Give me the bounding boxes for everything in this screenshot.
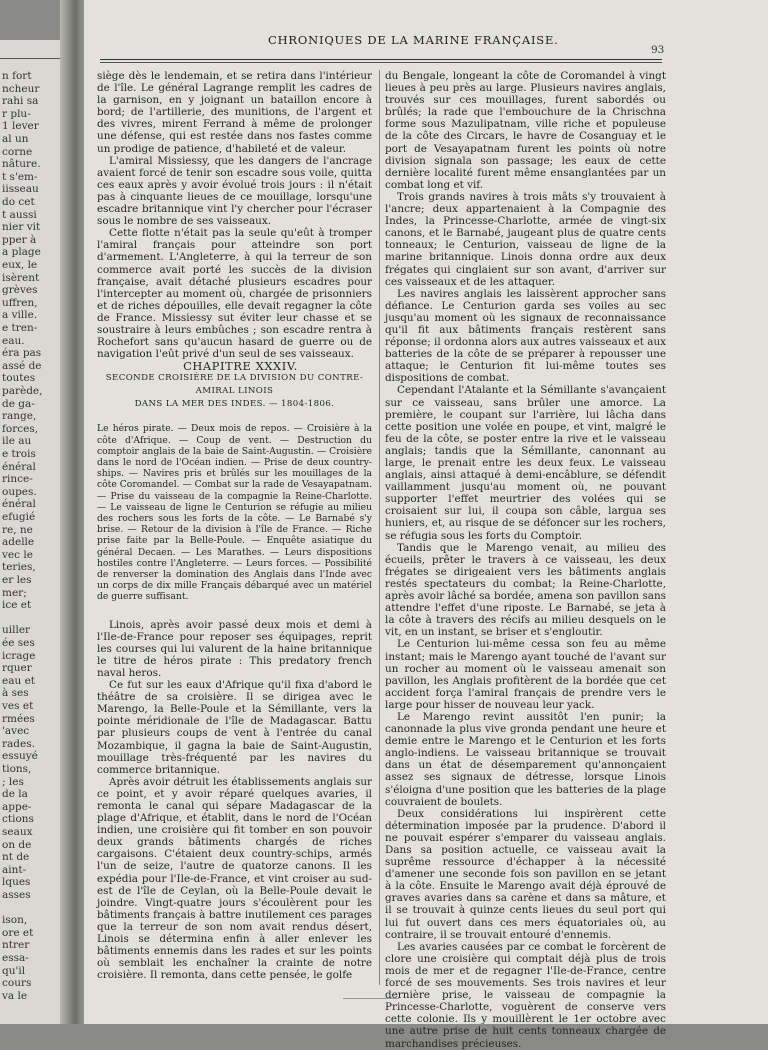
facing-page-line: oupes. — [2, 485, 37, 498]
chapter-title: CHAPITRE XXXIV. — [183, 359, 298, 374]
paragraph: Linois, après avoir passé deux mois et demi à l'Ile-de-France pour reposer ses équipages, reprit les courses qui lui valurent de la haine britannique le titre de héros pirate : This predatory french naval heros. — [97, 618, 372, 679]
chapter-summary: Le héros pirate. — Deux mois de repos. — Croisière à la côte d'Afrique. — Coup de vent. — Destruction du comptoir anglais de la baie de Saint-Augustin. — Croisière dans le nord de l'Océan indien. — Prise de deux country-ships. — Navires pris et brûlés sur les mouillages de la côte Coromandel. — Combat sur la rade de Vesayapatnam. — Prise du vaisseau de la compagnie la Reine-Charlotte. — Le vaisseau de ligne le Centurion se réfugie au milieu des rochers sous les forts de la côte. — Le Barnabé s'y brise. — Retour de la division à l'île de France. — Riche prise faite par la Belle-Poule. — Enquête asiatique du général Decaen. — Les Marathes. — Leurs dispositions hostiles contre l'Angleterre. — Leurs forces. — Possibilité de renverser la domination des Anglais dans l'Inde avec un corps de dix mille Français débarqué avec un matériel de guerre suffisant. — [97, 423, 372, 603]
facing-page-line: vec le — [2, 548, 33, 561]
facing-page-line: ctions — [2, 813, 34, 826]
facing-page-line: tions, — [2, 763, 32, 775]
facing-page-line: rince- — [2, 473, 33, 486]
facing-page-line: t aussi — [2, 208, 37, 221]
facing-page-line: icrage — [2, 649, 36, 662]
footer-rule — [343, 998, 399, 999]
paragraph: Tandis que le Marengo venait, au milieu des écueils, prêter le travers à ce vaisseau, les deux frégates se dirigeaient vers les bâtiments anglais restés spectateurs du combat; la Reine-Charlotte, après avoir lâché sa bordée, amena son pavillon sans attendre l'effet d'une riposte. Le Barnabé, se jeta à la côte à travers des récifs au milieu desquels on le vit, en un instant, se briser et s'engloutir. — [385, 541, 666, 639]
header-rule-thick — [100, 59, 662, 60]
facing-page-line: ncheur — [2, 82, 40, 95]
facing-page-line: range, — [2, 410, 37, 423]
paragraph: Cette flotte n'était pas la seule qu'eût à tromper l'amiral français pour atteindre son port d'armement. L'Angleterre, à qui la terreur de son commerce avait porté les succès de la division française, avait détaché plusieurs escadres pour l'intercepter au moment où, chargée de prisonniers et de riches dépouilles, elle devait regagner la côte de France. Missiessy sut éviter leur chasse et se soustraire à leurs embûches ; son escadre rentra à Rochefort sans qu'aucun hasard de guerre ou de navigation l'eût privé d'un seul de ses vaisseaux. — [97, 227, 372, 361]
paragraph: Trois grands navires à trois mâts s'y trouvaient à l'ancre; deux appartenaient à la Compagnie des Indes, la Princesse-Charlotte, armée de vingt-six canons, et le Barnabé, jaugeant plus de quatre cents tonneaux; le Centurion, vaisseau de ligne de la marine britannique. Linois donna ordre aux deux frégates qui cinglaient sur son avant, d'arriver sur ces vaisseaux et de les attaquer. — [385, 190, 666, 288]
chapter-subtitle-line: DANS LA MER DES INDES. — 1804-1806. — [134, 399, 335, 410]
facing-page-line: on de — [2, 838, 32, 851]
paragraph: Après avoir détruit les établissements anglais sur ce point, et y avoir réparé quelques avaries, il remonta le canal qui sépare Madagascar de la plage d'Afrique, et établit, dans le nord de l'Océan indien, une croisière qui fit tomber en son pouvoir deux grands bâtiments chargés de riches cargaisons. C'étaient deux country-schips, armés l'un de seize, l'autre de quatorze canons. Il les expédia pour l'Ile-de-France, et vint croiser au sud-est de l'île de Ceylan, où la Belle-Poule devait le joindre. Vingt-quatre jours s'écoulèrent pour les bâtiments français à battre inutilement ces parages que la terreur de son nom avait rendus désert, Linois se détermina enfin à aller enlever les bâtiments ennemis dans les rades et sur les points où semblait les enchaîner la crainte de notre croisière. Il remonta, dans cette pensée, le golfe — [97, 775, 372, 982]
facing-page-line: ice et — [2, 599, 32, 612]
facing-page-line: ison, — [2, 914, 28, 927]
paragraph: Le Centurion lui-même cessa son feu au même instant; mais le Marengo ayant touché de l'avant sur un rocher au moment où le vaisseau amenait son pavillon, les Anglais profitèrent de la bordée que cet accident força l'amiral français de prendre vers le large pour hisser de nouveau leur yack. — [385, 638, 666, 711]
facing-page-line: ore et — [2, 926, 34, 939]
paragraph: du Bengale, longeant la côte de Coromandel à vingt lieues à peu près au large. Plusieurs navires anglais, trouvés sur ces mouillages, furent sabordés ou brûlés; la rade que l'embouchure de la Chrischna forme sous Mazulipatnam, ville riche et populeuse de la côte des Circars, le havre de Cosanguay et le port de Vesayapatnam furent les points où notre division signala son passage; les eaux de cette dernière localité furent même ensanglantées par un combat long et vif. — [385, 70, 666, 191]
facing-page-line: ntrer — [2, 939, 30, 952]
facing-page-line: éra pas — [2, 347, 42, 360]
page-number: 93 — [651, 44, 665, 56]
facing-page-line: a plage — [2, 246, 41, 259]
paragraph: Les navires anglais les laissèrent approcher sans défiance. Le Centurion garda ses voiles au sec jusqu'au moment où les signaux de reconnaissance qu'il fit aux bâtiments français restèrent sans réponse; il ordonna alors aux autres vaisseaux et aux batteries de la côte de se préparer à repousser une attaque; le Centurion fit lui-même toutes ses dispositions de combat. — [385, 287, 666, 385]
facing-page-line: e trois — [2, 448, 36, 460]
facing-page-line: de ga- — [2, 397, 35, 410]
facing-page-line: nt de — [2, 851, 30, 864]
facing-page-line: aint- — [2, 863, 27, 876]
text-column-left — [97, 70, 372, 1015]
facing-page-line: iisseau — [2, 183, 39, 196]
facing-page-line: r plu- — [2, 107, 31, 120]
chapter-subtitle — [101, 372, 368, 411]
facing-page-line: eau et — [2, 674, 36, 687]
facing-page-line: grèves — [2, 284, 38, 297]
header-rule-thin — [100, 62, 662, 63]
running-title: CHRONIQUES DE LA MARINE FRANÇAISE. — [268, 33, 559, 47]
facing-page-line: 1 lever — [2, 120, 39, 133]
facing-page-line: teries, — [2, 561, 36, 574]
facing-page-line: ile au — [2, 435, 32, 448]
facing-page-line: uffren, — [2, 296, 38, 309]
facing-page-line: al un — [2, 133, 29, 145]
facing-page-line: efugié — [2, 511, 36, 523]
facing-page-line: parède, — [2, 385, 43, 397]
facing-page-line: essa- — [2, 952, 29, 964]
facing-page-line: pper à — [2, 233, 37, 246]
facing-page-line: t s'em- — [2, 170, 38, 183]
paragraph: L'amiral Missiessy, que les dangers de l'ancrage avaient forcé de tenir son escadre sous voile, quitta ces eaux après y avoir évolué trois jours : il n'était pas à cinquante lieues de ce mouillage, lorsqu'une escadre britannique vint l'y chercher pour l'écraser sous le nombre de ses vaisseaux. — [97, 154, 372, 228]
facing-page-line: re, ne — [2, 523, 33, 536]
facing-page-line: uiller — [2, 624, 31, 637]
facing-page-line: ée ses — [2, 637, 35, 649]
facing-page-line: rquer — [2, 662, 32, 675]
facing-page — [0, 40, 62, 1024]
facing-page-line: er les — [2, 574, 32, 586]
facing-page-line: mer; — [2, 586, 27, 599]
facing-page-line: lques — [2, 876, 31, 889]
facing-page-line: ; les — [2, 775, 24, 788]
facing-page-line: énéral — [2, 460, 36, 473]
text-column-right — [385, 70, 666, 1050]
facing-page-rule — [0, 58, 62, 59]
facing-page-line: adelle — [2, 536, 35, 549]
facing-page-line: ves et — [2, 700, 34, 712]
facing-page-line: nier vit — [2, 221, 41, 234]
facing-page-line: essuyé — [2, 750, 38, 763]
column-divider — [379, 70, 380, 985]
facing-page-line: rades. — [2, 737, 35, 750]
facing-page-line: assé de — [2, 359, 42, 372]
facing-page-line: seaux — [2, 826, 33, 838]
facing-page-line: eux, le — [2, 259, 38, 271]
facing-page-line: nâture. — [2, 158, 41, 171]
facing-page-line: a ville. — [2, 309, 38, 322]
paragraph: Les avaries causées par ce combat le forcèrent de clore une croisière qui comptait déjà plus de trois mois de mer et de regagner l'Ile-de-France, centre forcé de ses mouvements. Ses trois navires et leur dernière prise, le vaisseau de compagnie la Princesse-Charlotte, voguèrent de conserve vers cette colonie. Ils y mouillèrent le 1er octobre avec une autre prise de huit cents tonneaux chargée de marchandises précieuses. — [385, 940, 666, 1050]
paragraph: Deux considérations lui inspirèrent cette détermination imposée par la prudence. D'abord il ne pouvait espérer s'emparer du vaisseau anglais. Dans sa position actuelle, ce vaisseau avait la suprême ressource d'échapper à la nécessité d'amener une seconde fois son pavillon en se jetant à la côte. Ensuite le Marengo avait déjà éprouvé de graves avaries dans sa carène et dans sa mâture, et il se trouvait à quinze cents lieues du seul port qui lui fut ouvert dans ces mers équatoriales où, au contraire, il se trouvait entouré d'ennemis. — [385, 807, 666, 941]
facing-page-line: énéral — [2, 498, 36, 511]
facing-page-line: toutes — [2, 372, 36, 385]
facing-page-line: e tren- — [2, 322, 38, 334]
facing-page-line: rahi sa — [2, 95, 39, 108]
paragraph: Ce fut sur les eaux d'Afrique qu'il fixa d'abord le théâtre de sa croisière. Il se dirigea avec le Marengo, la Belle-Poule et la Sémillante, vers la pointe méridionale de l'île de Madagascar. Battu par plusieurs coups de vent à l'entrée du canal Mozambique, il gagna la baie de Saint-Augustin, mouillage très-fréquenté par les navires du commerce britannique. — [97, 679, 372, 776]
paragraph: siège dès le lendemain, et se retira dans l'intérieur de l'île. Le général Lagrange remplit les cadres de la garnison, en y joignant un bataillon encore à bord; de l'artillerie, des munitions, de l'argent et des vivres, mirent Ferrand à même de prolonger une défense, qui est restée dans nos fastes comme un prodige de patience, d'habileté et de valeur. — [97, 70, 372, 155]
paragraph: Cependant l'Atalante et la Sémillante s'avançaient sur ce vaisseau, sans brûler une amorce. La première, le coupant sur l'arrière, lui lâcha dans cette position une volée en poupe, et vint, malgré le feu de la côte, se poster entre la rive et le vaisseau anglais; tandis que la Sémillante, canonnant au large, le prenait entre les deux feux. Le vaisseau anglais, ainsi attaqué à demi-encâblure, se défendit vaillamment jusqu'au moment où, ne pouvant supporter l'effet meurtrier des volées qui se croisaient sur lui, il coupa son câble, largua ses huniers, et, au risque de se défoncer sur les rochers, se réfugia sous les forts du Comptoir. — [385, 384, 666, 542]
facing-page-line: 'avec — [2, 725, 30, 738]
chapter-subtitle-line: SECONDE CROISIÈRE DE LA DIVISION DU CONTRE-AMIRAL LINOIS — [105, 373, 364, 397]
facing-page-line: forces, — [2, 422, 39, 435]
facing-page-line: rmées — [2, 712, 35, 725]
facing-page-line: va le — [2, 989, 28, 1002]
facing-page-line: cours — [2, 977, 32, 990]
facing-page-line: à ses — [2, 687, 29, 700]
facing-page-line: corne — [2, 145, 33, 158]
facing-page-line: eau. — [2, 334, 25, 347]
facing-page-line: isèrent — [2, 271, 40, 284]
facing-page-line: qu'il — [2, 964, 26, 977]
facing-page-line: do cet — [2, 196, 35, 208]
facing-page-line: asses — [2, 889, 31, 901]
facing-page-line: de la — [2, 788, 28, 801]
facing-page-line: appe- — [2, 800, 32, 813]
facing-page-line: n fort — [2, 70, 32, 82]
paragraph: Le Marengo revint aussitôt l'en punir; la canonnade la plus vive gronda pendant une heure et demie entre le Marengo et le Centurion et les forts anglo-indiens. Le vaisseau britannique se trouvait dans un état de désemparement qu'annonçaient assez ses signaux de détresse, lorsque Linois s'éloigna d'une position que les batteries de la plage couvraient de boulets. — [385, 710, 666, 808]
